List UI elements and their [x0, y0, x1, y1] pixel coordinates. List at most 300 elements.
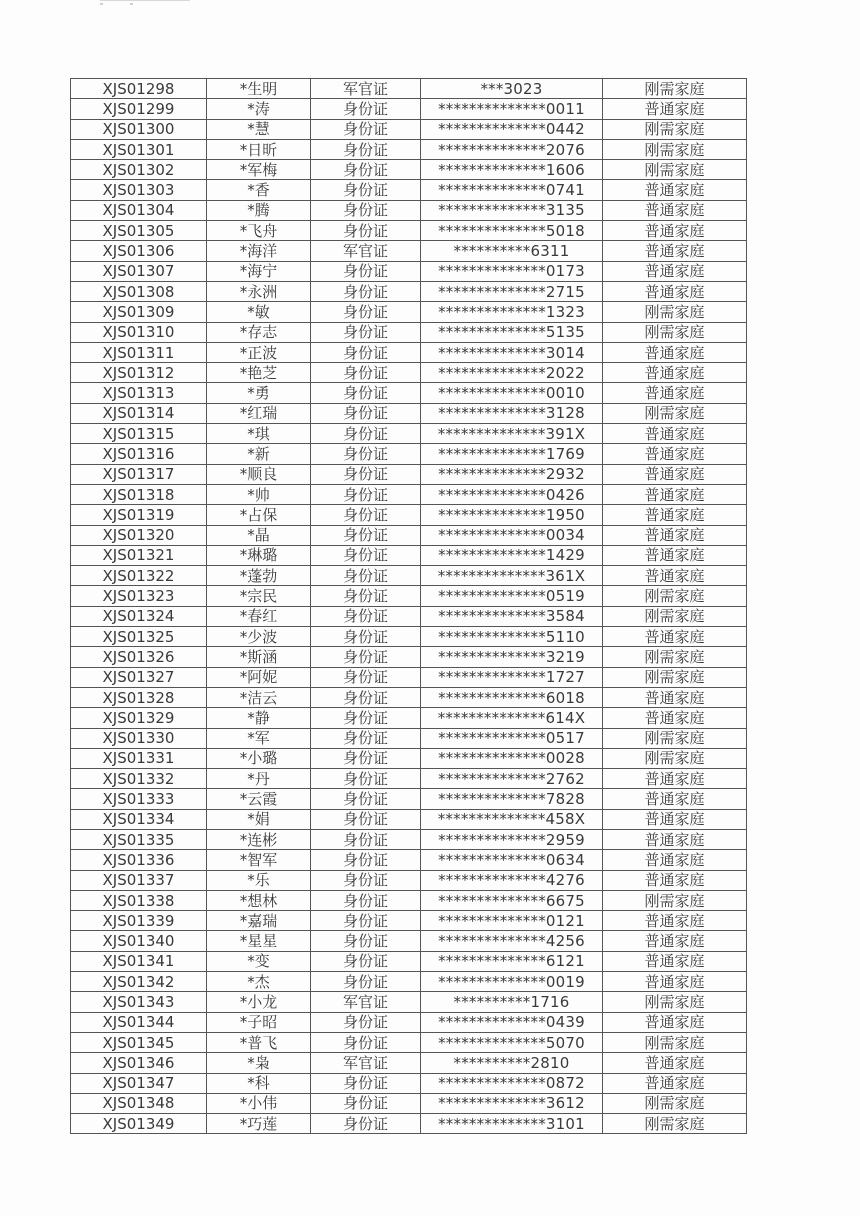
cell-code: XJS01308 — [71, 281, 207, 301]
cell-name: *连彬 — [207, 829, 311, 849]
cell-id-type: 身份证 — [311, 424, 421, 444]
cell-category: 刚需家庭 — [603, 79, 747, 99]
cell-id: **************3219 — [421, 647, 603, 667]
cell-category: 刚需家庭 — [603, 139, 747, 159]
table-row — [71, 180, 747, 200]
cell-id: **************1769 — [421, 444, 603, 464]
cell-id-type: 身份证 — [311, 789, 421, 809]
cell-id-type: 身份证 — [311, 647, 421, 667]
cell-code: XJS01345 — [71, 1032, 207, 1052]
cell-code: XJS01303 — [71, 180, 207, 200]
cell-name: *子昭 — [207, 1012, 311, 1032]
cell-category: 刚需家庭 — [603, 302, 747, 322]
cell-code: XJS01316 — [71, 444, 207, 464]
cell-name: *智军 — [207, 850, 311, 870]
cell-name: *占保 — [207, 505, 311, 525]
cell-name: *宗民 — [207, 586, 311, 606]
table-row — [71, 566, 747, 586]
cell-name: *静 — [207, 708, 311, 728]
cell-category: 普通家庭 — [603, 708, 747, 728]
cell-code: XJS01319 — [71, 505, 207, 525]
cell-category: 刚需家庭 — [603, 322, 747, 342]
table-row — [71, 647, 747, 667]
cell-code: XJS01317 — [71, 464, 207, 484]
cell-id: **************5110 — [421, 627, 603, 647]
cell-name: *嘉瑞 — [207, 911, 311, 931]
cell-category: 普通家庭 — [603, 505, 747, 525]
cell-id-type: 身份证 — [311, 302, 421, 322]
cell-category: 普通家庭 — [603, 261, 747, 281]
cell-category: 刚需家庭 — [603, 667, 747, 687]
cell-category: 普通家庭 — [603, 484, 747, 504]
cell-category: 刚需家庭 — [603, 606, 747, 626]
cell-category: 普通家庭 — [603, 241, 747, 261]
cell-id-type: 身份证 — [311, 728, 421, 748]
cell-category: 刚需家庭 — [603, 1032, 747, 1052]
cell-id: **************1727 — [421, 667, 603, 687]
cell-name: *琪 — [207, 424, 311, 444]
cell-name: *晶 — [207, 525, 311, 545]
cell-id: **************2715 — [421, 281, 603, 301]
cell-code: XJS01320 — [71, 525, 207, 545]
cell-id-type: 身份证 — [311, 870, 421, 890]
cell-category: 普通家庭 — [603, 627, 747, 647]
cell-name: *小伟 — [207, 1093, 311, 1113]
cell-id: **************361X — [421, 566, 603, 586]
table-row — [71, 505, 747, 525]
cell-id-type: 身份证 — [311, 119, 421, 139]
cell-code: XJS01302 — [71, 160, 207, 180]
scan-dot — [130, 3, 133, 5]
table-row — [71, 972, 747, 992]
cell-category: 普通家庭 — [603, 99, 747, 119]
cell-id-type: 身份证 — [311, 708, 421, 728]
table-row — [71, 748, 747, 768]
cell-id-type: 身份证 — [311, 464, 421, 484]
cell-name: *春红 — [207, 606, 311, 626]
cell-code: XJS01334 — [71, 809, 207, 829]
cell-category: 普通家庭 — [603, 1073, 747, 1093]
cell-code: XJS01307 — [71, 261, 207, 281]
cell-category: 普通家庭 — [603, 789, 747, 809]
cell-name: *香 — [207, 180, 311, 200]
table-row — [71, 160, 747, 180]
table-row — [71, 79, 747, 99]
cell-id: **************1323 — [421, 302, 603, 322]
cell-code: XJS01331 — [71, 748, 207, 768]
table-row — [71, 302, 747, 322]
cell-id: **************0872 — [421, 1073, 603, 1093]
scan-dot — [100, 3, 103, 5]
table-row — [71, 484, 747, 504]
cell-id: **************6675 — [421, 890, 603, 910]
table-row — [71, 383, 747, 403]
cell-id: **************4256 — [421, 931, 603, 951]
cell-category: 普通家庭 — [603, 972, 747, 992]
cell-name: *日昕 — [207, 139, 311, 159]
cell-id: **************0034 — [421, 525, 603, 545]
cell-id: **************5070 — [421, 1032, 603, 1052]
cell-name: *小龙 — [207, 992, 311, 1012]
cell-name: *永洲 — [207, 281, 311, 301]
cell-name: *枭 — [207, 1053, 311, 1073]
cell-id-type: 身份证 — [311, 1012, 421, 1032]
cell-code: XJS01313 — [71, 383, 207, 403]
cell-name: *生明 — [207, 79, 311, 99]
cell-code: XJS01346 — [71, 1053, 207, 1073]
cell-code: XJS01340 — [71, 931, 207, 951]
table-row — [71, 139, 747, 159]
cell-id-type: 身份证 — [311, 281, 421, 301]
cell-id-type: 身份证 — [311, 200, 421, 220]
table-row — [71, 667, 747, 687]
cell-id: **************2022 — [421, 363, 603, 383]
cell-category: 普通家庭 — [603, 221, 747, 241]
cell-id: **************1950 — [421, 505, 603, 525]
cell-code: XJS01306 — [71, 241, 207, 261]
table-row — [71, 1012, 747, 1032]
cell-id-type: 身份证 — [311, 809, 421, 829]
cell-id: **************3612 — [421, 1093, 603, 1113]
cell-name: *新 — [207, 444, 311, 464]
cell-id-type: 身份证 — [311, 403, 421, 423]
cell-id-type: 身份证 — [311, 383, 421, 403]
cell-code: XJS01323 — [71, 586, 207, 606]
cell-id: **********2810 — [421, 1053, 603, 1073]
cell-id-type: 身份证 — [311, 484, 421, 504]
cell-code: XJS01301 — [71, 139, 207, 159]
table-row — [71, 545, 747, 565]
cell-code: XJS01304 — [71, 200, 207, 220]
cell-id: **************6018 — [421, 687, 603, 707]
cell-name: *海洋 — [207, 241, 311, 261]
cell-code: XJS01315 — [71, 424, 207, 444]
cell-id: **************0028 — [421, 748, 603, 768]
cell-id-type: 身份证 — [311, 829, 421, 849]
table-row — [71, 200, 747, 220]
cell-id-type: 身份证 — [311, 951, 421, 971]
table-row — [71, 261, 747, 281]
cell-id-type: 身份证 — [311, 1114, 421, 1134]
cell-category: 刚需家庭 — [603, 890, 747, 910]
cell-code: XJS01335 — [71, 829, 207, 849]
cell-name: *少波 — [207, 627, 311, 647]
cell-name: *正波 — [207, 342, 311, 362]
table-row — [71, 363, 747, 383]
table-row — [71, 728, 747, 748]
cell-code: XJS01330 — [71, 728, 207, 748]
cell-id-type: 身份证 — [311, 322, 421, 342]
cell-category: 普通家庭 — [603, 931, 747, 951]
cell-id-type: 身份证 — [311, 687, 421, 707]
cell-id: **************1606 — [421, 160, 603, 180]
cell-id-type: 身份证 — [311, 566, 421, 586]
cell-category: 刚需家庭 — [603, 1114, 747, 1134]
cell-name: *斯涵 — [207, 647, 311, 667]
cell-category: 刚需家庭 — [603, 992, 747, 1012]
cell-id: **********6311 — [421, 241, 603, 261]
cell-category: 普通家庭 — [603, 951, 747, 971]
cell-id: **************0010 — [421, 383, 603, 403]
cell-category: 普通家庭 — [603, 200, 747, 220]
cell-category: 普通家庭 — [603, 769, 747, 789]
table-row — [71, 444, 747, 464]
cell-id-type: 身份证 — [311, 769, 421, 789]
table-row — [71, 281, 747, 301]
cell-code: XJS01341 — [71, 951, 207, 971]
table-row — [71, 850, 747, 870]
cell-id-type: 身份证 — [311, 342, 421, 362]
cell-id: **************7828 — [421, 789, 603, 809]
cell-id: **************2762 — [421, 769, 603, 789]
cell-code: XJS01332 — [71, 769, 207, 789]
cell-name: *腾 — [207, 200, 311, 220]
cell-name: *慧 — [207, 119, 311, 139]
cell-name: *涛 — [207, 99, 311, 119]
cell-code: XJS01347 — [71, 1073, 207, 1093]
table-row — [71, 769, 747, 789]
cell-id-type: 身份证 — [311, 850, 421, 870]
cell-id-type: 身份证 — [311, 505, 421, 525]
table-row — [71, 342, 747, 362]
cell-id-type: 身份证 — [311, 221, 421, 241]
cell-category: 普通家庭 — [603, 870, 747, 890]
cell-category: 刚需家庭 — [603, 403, 747, 423]
cell-category: 普通家庭 — [603, 566, 747, 586]
cell-code: XJS01298 — [71, 79, 207, 99]
cell-code: XJS01310 — [71, 322, 207, 342]
table-row — [71, 525, 747, 545]
cell-name: *存志 — [207, 322, 311, 342]
cell-id-type: 身份证 — [311, 931, 421, 951]
cell-id-type: 身份证 — [311, 160, 421, 180]
cell-id: **************0442 — [421, 119, 603, 139]
cell-id: **************0439 — [421, 1012, 603, 1032]
cell-id: **************3101 — [421, 1114, 603, 1134]
cell-name: *变 — [207, 951, 311, 971]
cell-id-type: 身份证 — [311, 890, 421, 910]
cell-id-type: 身份证 — [311, 180, 421, 200]
cell-id: **************3135 — [421, 200, 603, 220]
cell-category: 刚需家庭 — [603, 1093, 747, 1113]
cell-category: 普通家庭 — [603, 1053, 747, 1073]
table-row — [71, 586, 747, 606]
roster-table-body — [71, 79, 747, 1134]
table-row — [71, 627, 747, 647]
table-row — [71, 870, 747, 890]
table-row — [71, 951, 747, 971]
table-row — [71, 687, 747, 707]
cell-id: **************0517 — [421, 728, 603, 748]
cell-id: **************3014 — [421, 342, 603, 362]
cell-id-type: 身份证 — [311, 139, 421, 159]
cell-name: *巧莲 — [207, 1114, 311, 1134]
cell-id-type: 身份证 — [311, 1032, 421, 1052]
cell-id-type: 身份证 — [311, 972, 421, 992]
cell-category: 普通家庭 — [603, 545, 747, 565]
cell-code: XJS01312 — [71, 363, 207, 383]
cell-id: **************2959 — [421, 829, 603, 849]
cell-code: XJS01343 — [71, 992, 207, 1012]
cell-id-type: 身份证 — [311, 667, 421, 687]
cell-id: **************0519 — [421, 586, 603, 606]
cell-category: 普通家庭 — [603, 464, 747, 484]
cell-id: **************0011 — [421, 99, 603, 119]
cell-id: **************2076 — [421, 139, 603, 159]
cell-id: **************0634 — [421, 850, 603, 870]
cell-category: 刚需家庭 — [603, 119, 747, 139]
cell-id: **************0741 — [421, 180, 603, 200]
cell-category: 刚需家庭 — [603, 728, 747, 748]
cell-id: ***3023 — [421, 79, 603, 99]
cell-id: **************6121 — [421, 951, 603, 971]
roster-table — [70, 78, 747, 1134]
cell-name: *普飞 — [207, 1032, 311, 1052]
table-row — [71, 911, 747, 931]
cell-id-type: 军官证 — [311, 992, 421, 1012]
cell-code: XJS01300 — [71, 119, 207, 139]
cell-id: **************614X — [421, 708, 603, 728]
table-row — [71, 99, 747, 119]
table-row — [71, 606, 747, 626]
cell-name: *琳璐 — [207, 545, 311, 565]
cell-code: XJS01333 — [71, 789, 207, 809]
cell-code: XJS01326 — [71, 647, 207, 667]
cell-name: *丹 — [207, 769, 311, 789]
cell-id: **************5135 — [421, 322, 603, 342]
scan-artifact — [100, 0, 190, 4]
cell-code: XJS01299 — [71, 99, 207, 119]
cell-id: **************0426 — [421, 484, 603, 504]
table-row — [71, 464, 747, 484]
cell-id: **************391X — [421, 424, 603, 444]
table-row — [71, 1053, 747, 1073]
table-row — [71, 403, 747, 423]
table-row — [71, 322, 747, 342]
table-row — [71, 708, 747, 728]
table-row — [71, 241, 747, 261]
cell-name: *飞舟 — [207, 221, 311, 241]
table-row — [71, 1073, 747, 1093]
cell-id: **************1429 — [421, 545, 603, 565]
cell-code: XJS01339 — [71, 911, 207, 931]
cell-category: 普通家庭 — [603, 424, 747, 444]
cell-name: *乐 — [207, 870, 311, 890]
cell-name: *杰 — [207, 972, 311, 992]
cell-id: **************0121 — [421, 911, 603, 931]
cell-name: *勇 — [207, 383, 311, 403]
cell-name: *娟 — [207, 809, 311, 829]
cell-code: XJS01336 — [71, 850, 207, 870]
cell-id: **************2932 — [421, 464, 603, 484]
cell-code: XJS01329 — [71, 708, 207, 728]
cell-category: 普通家庭 — [603, 850, 747, 870]
table-row — [71, 119, 747, 139]
cell-name: *云霞 — [207, 789, 311, 809]
cell-id-type: 身份证 — [311, 525, 421, 545]
table-row — [71, 1114, 747, 1134]
cell-category: 刚需家庭 — [603, 748, 747, 768]
cell-code: XJS01328 — [71, 687, 207, 707]
cell-code: XJS01338 — [71, 890, 207, 910]
cell-name: *敏 — [207, 302, 311, 322]
cell-id-type: 身份证 — [311, 545, 421, 565]
cell-category: 普通家庭 — [603, 809, 747, 829]
cell-id-type: 身份证 — [311, 627, 421, 647]
table-row — [71, 1032, 747, 1052]
cell-id: **************4276 — [421, 870, 603, 890]
cell-name: *科 — [207, 1073, 311, 1093]
cell-name: *蓬勃 — [207, 566, 311, 586]
cell-code: XJS01324 — [71, 606, 207, 626]
table-row — [71, 809, 747, 829]
cell-name: *阿妮 — [207, 667, 311, 687]
cell-id-type: 身份证 — [311, 606, 421, 626]
cell-name: *军 — [207, 728, 311, 748]
table-row — [71, 424, 747, 444]
cell-category: 普通家庭 — [603, 383, 747, 403]
cell-category: 普通家庭 — [603, 829, 747, 849]
cell-category: 普通家庭 — [603, 1012, 747, 1032]
cell-id-type: 身份证 — [311, 1093, 421, 1113]
cell-name: *艳芝 — [207, 363, 311, 383]
cell-name: *洁云 — [207, 687, 311, 707]
cell-name: *顺良 — [207, 464, 311, 484]
cell-code: XJS01348 — [71, 1093, 207, 1113]
cell-code: XJS01305 — [71, 221, 207, 241]
cell-id-type: 身份证 — [311, 586, 421, 606]
table-row — [71, 789, 747, 809]
cell-category: 普通家庭 — [603, 911, 747, 931]
cell-id-type: 军官证 — [311, 79, 421, 99]
cell-code: XJS01321 — [71, 545, 207, 565]
cell-category: 普通家庭 — [603, 180, 747, 200]
cell-code: XJS01322 — [71, 566, 207, 586]
cell-id-type: 身份证 — [311, 1073, 421, 1093]
cell-code: XJS01327 — [71, 667, 207, 687]
table-row — [71, 992, 747, 1012]
cell-code: XJS01337 — [71, 870, 207, 890]
cell-code: XJS01309 — [71, 302, 207, 322]
cell-id-type: 军官证 — [311, 1053, 421, 1073]
table-row — [71, 890, 747, 910]
table-row — [71, 1093, 747, 1113]
cell-name: *海宁 — [207, 261, 311, 281]
cell-id-type: 身份证 — [311, 99, 421, 119]
cell-name: *红瑞 — [207, 403, 311, 423]
cell-code: XJS01318 — [71, 484, 207, 504]
cell-code: XJS01349 — [71, 1114, 207, 1134]
cell-id: **************0173 — [421, 261, 603, 281]
cell-id: **************5018 — [421, 221, 603, 241]
cell-category: 普通家庭 — [603, 342, 747, 362]
cell-code: XJS01311 — [71, 342, 207, 362]
cell-name: *军梅 — [207, 160, 311, 180]
cell-name: *小璐 — [207, 748, 311, 768]
cell-id-type: 身份证 — [311, 444, 421, 464]
cell-id: **********1716 — [421, 992, 603, 1012]
cell-id: **************3128 — [421, 403, 603, 423]
cell-id: **************3584 — [421, 606, 603, 626]
cell-category: 普通家庭 — [603, 687, 747, 707]
cell-category: 普通家庭 — [603, 363, 747, 383]
table-row — [71, 221, 747, 241]
cell-code: XJS01342 — [71, 972, 207, 992]
cell-category: 刚需家庭 — [603, 586, 747, 606]
cell-category: 刚需家庭 — [603, 647, 747, 667]
cell-code: XJS01344 — [71, 1012, 207, 1032]
cell-id: **************458X — [421, 809, 603, 829]
